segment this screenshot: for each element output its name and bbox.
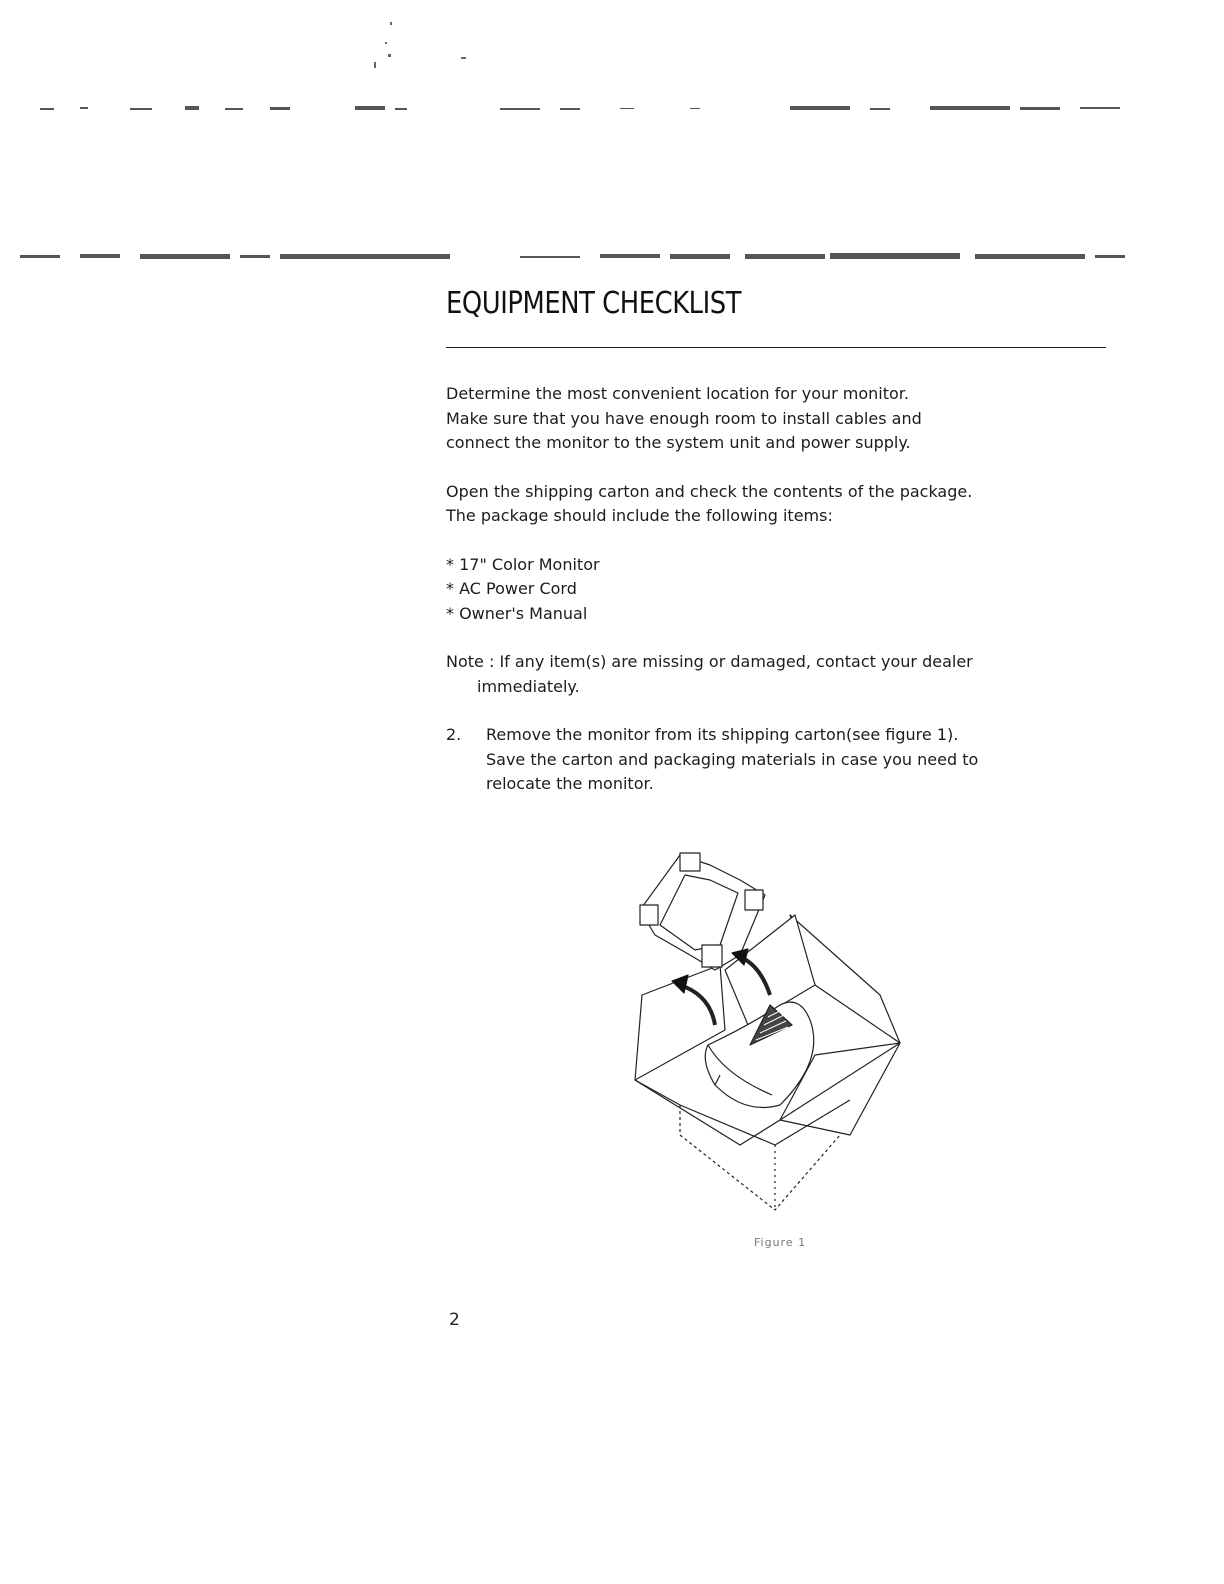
unboxing-illustration — [620, 845, 920, 1225]
location-line-3: connect the monitor to the system unit and power supply. — [446, 433, 911, 452]
location-line-1: Determine the most convenient location for your monitor. — [446, 384, 909, 403]
note-line-1: Note : If any item(s) are missing or damaged, contact your dealer — [446, 652, 973, 671]
note-paragraph — [446, 650, 1066, 699]
step-line-1: Remove the monitor from its shipping carton(see figure 1). — [486, 725, 959, 744]
list-item: * 17" Color Monitor — [446, 554, 600, 574]
figure-caption: Figure 1 — [754, 1236, 807, 1249]
step-line-2: Save the carton and packaging materials in case you need to — [486, 749, 979, 769]
step-line-3: relocate the monitor. — [486, 774, 654, 793]
location-line-2: Make sure that you have enough room to install cables and — [446, 408, 922, 428]
scan-noise-band-middle — [0, 244, 1224, 268]
page-number: 2 — [449, 1310, 460, 1330]
package-paragraph — [446, 480, 1066, 529]
page-title: EQUIPMENT CHECKLIST — [446, 286, 742, 321]
title-underline — [446, 347, 1106, 348]
scan-noise-band-top — [0, 96, 1224, 120]
step-number: 2. — [446, 725, 462, 744]
note-line-2: immediately. — [477, 676, 580, 696]
checklist-content — [446, 382, 1066, 797]
scan-specks — [368, 18, 468, 78]
step-text — [486, 723, 1066, 797]
package-items-list — [446, 553, 1066, 627]
step-item — [446, 723, 1066, 797]
list-item: * Owner's Manual — [446, 603, 588, 623]
package-line-2: The package should include the following items: — [446, 506, 833, 525]
list-item: * AC Power Cord — [446, 579, 577, 598]
location-paragraph — [446, 382, 1066, 456]
package-line-1: Open the shipping carton and check the contents of the package. — [446, 481, 973, 501]
